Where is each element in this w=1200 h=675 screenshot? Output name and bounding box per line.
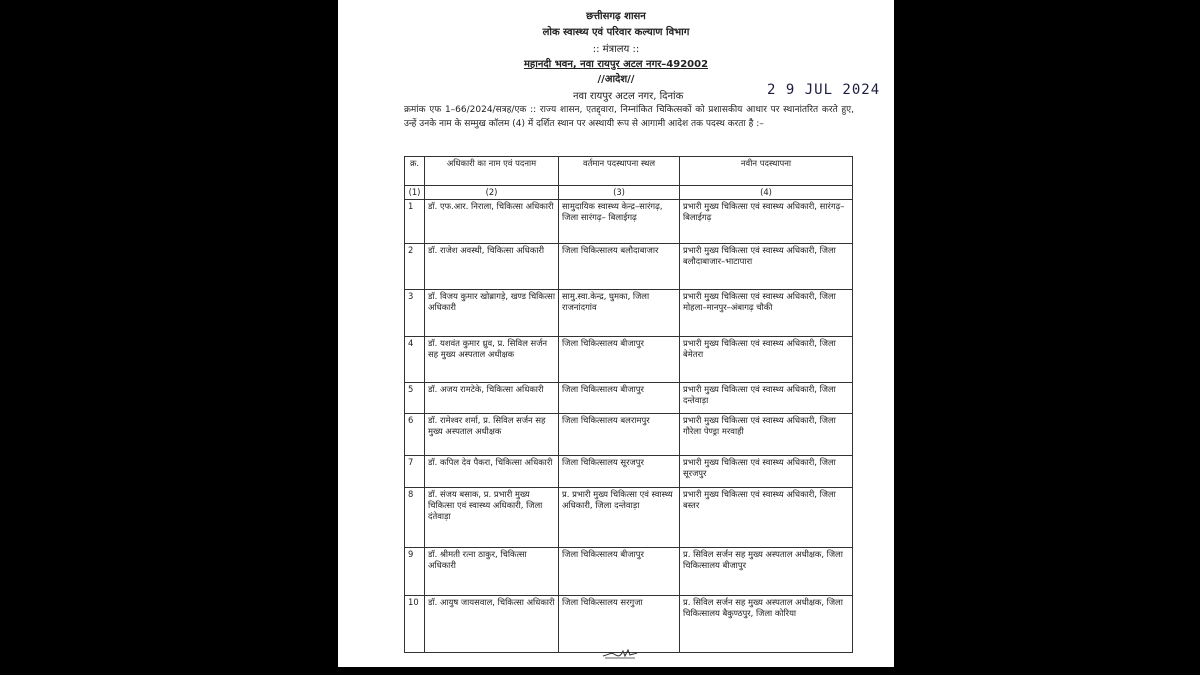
officer-name-cell: डॉ. रामेश्वर शर्मा, प्र. सिविल सर्जन सह मुख्य अस्पताल अधीक्षक [425,414,559,456]
table-row [405,337,853,383]
serial-cell: 10 [405,596,425,653]
new-posting-cell: प्रभारी मुख्य चिकित्सा एवं स्वास्थ्य अधिकारी, जिला बस्तर [680,488,853,548]
current-posting-cell: सामु.स्वा.केन्द्र, घुमका, जिला राजनांदगांव [559,290,680,337]
header-officer-name: अधिकारी का नाम एवं पदनाम [425,157,559,186]
place-date-label: नवा रायपुर अटल नगर, दिनांक [573,91,684,102]
officer-name-cell: डॉ. कपिल देव पैकरा, चिकित्सा अधिकारी [425,456,559,488]
serial-cell: 8 [405,488,425,548]
date-stamp: 2 9 JUL 2024 [767,82,881,98]
column-number: (2) [425,186,559,200]
table-row [405,414,853,456]
table-row [405,488,853,548]
current-posting-cell: जिला चिकित्सालय बलरामपुर [559,414,680,456]
table-row [405,200,853,244]
new-posting-cell: प्रभारी मुख्य चिकित्सा एवं स्वास्थ्य अधिकारी, जिला दन्तेवाड़ा [680,383,853,414]
govt-title: छत्तीसगढ़ शासन [586,11,646,22]
officer-name-cell: डॉ. श्रीमती रत्ना ठाकुर, चिकित्सा अधिकारी [425,548,559,596]
new-posting-cell: प्रभारी मुख्य चिकित्सा एवं स्वास्थ्य अधिकारी, जिला बलौदाबाजार–भाटापारा [680,244,853,290]
header-serial: क्र. [405,157,425,186]
new-posting-cell: प्रभारी मुख्य चिकित्सा एवं स्वास्थ्य अधिकारी, जिला सूरजपुर [680,456,853,488]
column-number: (1) [405,186,425,200]
officer-name-cell: डॉ. विजय कुमार खोब्रागड़े, खण्ड चिकित्सा अधिकारी [425,290,559,337]
serial-cell: 1 [405,200,425,244]
table-row [405,290,853,337]
ministry-title: :: मंत्रालय :: [592,44,640,55]
table-row [405,548,853,596]
serial-cell: 7 [405,456,425,488]
order-heading: //आदेश// [597,74,635,85]
header-current-posting: वर्तमान पदस्थापना स्थल [559,157,680,186]
current-posting-cell: जिला चिकित्सालय सूरजपुर [559,456,680,488]
document-page [338,0,894,667]
serial-cell: 9 [405,548,425,596]
new-posting-cell: प्र. सिविल सर्जन सह मुख्य अस्पताल अधीक्षक, जिला चिकित्सालय बीजापुर [680,548,853,596]
table-row [405,383,853,414]
department-title: लोक स्वास्थ्य एवं परिवार कल्याण विभाग [542,27,690,38]
new-posting-cell: प्रभारी मुख्य चिकित्सा एवं स्वास्थ्य अधिकारी, जिला बेमेतरा [680,337,853,383]
new-posting-cell: प्रभारी मुख्य चिकित्सा एवं स्वास्थ्य अधिकारी, सारंगढ़– बिलाईगढ़ [680,200,853,244]
serial-cell: 2 [405,244,425,290]
table-row [405,456,853,488]
current-posting-cell: जिला चिकित्सालय बीजापुर [559,383,680,414]
current-posting-cell: जिला चिकित्सालय बीजापुर [559,337,680,383]
officer-name-cell: डॉ. राजेश अवस्थी, चिकित्सा अधिकारी [425,244,559,290]
table-row [405,244,853,290]
transfer-table [404,156,853,653]
current-posting-cell: प्र. प्रभारी मुख्य चिकित्सा एवं स्वास्थ्य अधिकारी, जिला दन्तेवाड़ा [559,488,680,548]
current-posting-cell: जिला चिकित्सालय बीजापुर [559,548,680,596]
office-address: महानदी भवन, नवा रायपुर अटल नगर–492002 [523,59,709,70]
officer-name-cell: डॉ. अजय रामटेके, चिकित्सा अधिकारी [425,383,559,414]
new-posting-cell: प्र. सिविल सर्जन सह मुख्य अस्पताल अधीक्षक, जिला चिकित्सालय बैकुण्ठपुर, जिला कोरिया [680,596,853,653]
table-row [405,596,853,653]
officer-name-cell: डॉ. यशवंत कुमार ध्रुव, प्र. सिविल सर्जन सह मुख्य अस्पताल अधीक्षक [425,337,559,383]
column-number: (3) [559,186,680,200]
officer-name-cell: डॉ. एफ.आर. निराला, चिकित्सा अधिकारी [425,200,559,244]
current-posting-cell: जिला चिकित्सालय सरगुजा [559,596,680,653]
column-number: (4) [680,186,853,200]
officer-name-cell: डॉ. संजय बसाक, प्र. प्रभारी मुख्य चिकित्सा एवं स्वास्थ्य अधिकारी, जिला दंतेवाड़ा [425,488,559,548]
serial-cell: 4 [405,337,425,383]
new-posting-cell: प्रभारी मुख्य चिकित्सा एवं स्वास्थ्य अधिकारी, जिला गौरेला पेण्ड्रा मरवाही [680,414,853,456]
table-header-row [405,157,853,186]
current-posting-cell: सामुदायिक स्वास्थ्य केन्द्र–सारंगढ़, जिला सारंगढ़– बिलाईगढ़ [559,200,680,244]
serial-cell: 5 [405,383,425,414]
new-posting-cell: प्रभारी मुख्य चिकित्सा एवं स्वास्थ्य अधिकारी, जिला मोहला–मानपुर–अंबागढ़ चौकी [680,290,853,337]
serial-cell: 6 [405,414,425,456]
officer-name-cell: डॉ. आयुष जायसवाल, चिकित्सा अधिकारी [425,596,559,653]
header-new-posting: नवीन पदस्थापना [680,157,853,186]
serial-cell: 3 [405,290,425,337]
current-posting-cell: जिला चिकित्सालय बलौदाबाजार [559,244,680,290]
signature-mark [602,646,638,660]
order-intro-text: क्रमांक एफ 1–66/2024/सत्रह/एक :: राज्य शासन, एतद्द्वारा, निम्नांकित चिकित्सकों को प्रशासकीय आधार पर स्थानांतरित करते हुए, उन्हें उनके नाम के सम्मुख कॉलम (4) में दर्शित स्थान पर अस्थायी रूप से आगामी आदेश तक पदस्थ करता है :– [404,105,854,129]
table-column-number-row [405,186,853,200]
